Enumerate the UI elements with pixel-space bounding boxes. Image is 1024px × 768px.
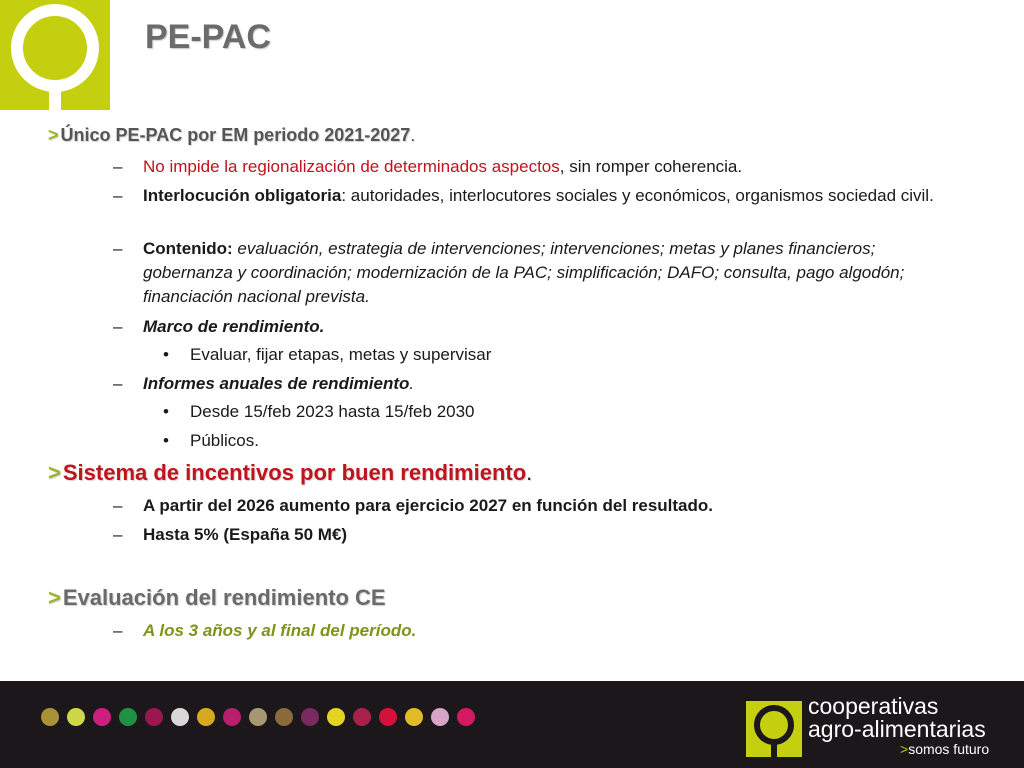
footer-bar (0, 681, 1024, 768)
dash-bullet: – (113, 525, 123, 544)
color-dot (327, 708, 345, 726)
sub-list-item (163, 400, 475, 424)
color-dot (431, 708, 449, 726)
sub-list-item (163, 343, 491, 367)
item-text: A los 3 años y al final del período. (143, 621, 417, 640)
item-end: . (409, 374, 415, 393)
color-dot (353, 708, 371, 726)
bullet-dot: • (163, 402, 169, 421)
dash-bullet: – (113, 317, 123, 336)
list-item (113, 184, 953, 208)
section-heading-text: Evaluación del rendimiento CE (62, 585, 386, 610)
item-text: evaluación, estrategia de intervenciones; intervenciones; metas y planes financieros; gobernanza y coordinación; modernización de la PAC; simplificación; DAFO; consulta, pago algodón; financiación nacional prevista. (143, 239, 905, 306)
list-item (113, 523, 953, 547)
color-dot (41, 708, 59, 726)
bullet-dot: • (163, 431, 169, 450)
list-item (113, 315, 953, 339)
section-heading (48, 585, 386, 611)
color-dot (457, 708, 475, 726)
chevron-right-icon: > (900, 741, 909, 757)
color-dot (145, 708, 163, 726)
chevron-right-icon: > (48, 125, 59, 145)
cooperativas-logo-icon (0, 0, 110, 110)
brand-name (808, 695, 986, 741)
brand-tagline (900, 741, 989, 757)
highlight-text: No impide la regionalización de determinados aspectos (143, 157, 560, 176)
list-item (113, 619, 953, 643)
item-label: Interlocución obligatoria (143, 186, 342, 205)
color-dot (93, 708, 111, 726)
section-heading-text: Único PE-PAC por EM periodo 2021-2027 (60, 125, 411, 145)
dash-bullet: – (113, 157, 123, 176)
dash-bullet: – (113, 186, 123, 205)
tagline-text: somos futuro (908, 741, 990, 757)
color-dot (405, 708, 423, 726)
color-dot (301, 708, 319, 726)
section-heading-end: . (410, 125, 416, 145)
sub-item-text: Evaluar, fijar etapas, metas y supervisar (190, 345, 492, 364)
color-dot (197, 708, 215, 726)
item-label: Informes anuales de rendimiento (143, 374, 410, 393)
list-item (113, 372, 953, 396)
item-text: : autoridades, interlocutores sociales y económicos, organismos sociedad civil. (341, 186, 934, 205)
section-heading-end: . (526, 460, 533, 485)
sub-item-text: Desde 15/feb 2023 hasta 15/feb 2030 (190, 402, 475, 421)
brand-logo-icon (746, 701, 802, 757)
sub-item-text: Públicos. (190, 431, 259, 450)
chevron-right-icon: > (48, 460, 61, 485)
dash-bullet: – (113, 621, 123, 640)
color-dot (249, 708, 267, 726)
sub-list-item (163, 429, 259, 453)
color-dot (119, 708, 137, 726)
dash-bullet: – (113, 496, 123, 515)
section-heading (48, 125, 415, 146)
bullet-dot: • (163, 345, 169, 364)
item-label: Marco de rendimiento. (143, 317, 325, 336)
brand-line-1: cooperativas (808, 693, 939, 719)
color-dots (41, 708, 475, 726)
list-item (113, 155, 953, 179)
item-text: A partir del 2026 aumento para ejercicio 2027 en función del resultado. (143, 496, 714, 515)
section-heading (48, 460, 532, 486)
item-text: Hasta 5% (España 50 M€) (143, 525, 348, 544)
page-title: PE-PAC (145, 18, 271, 56)
section-heading-text: Sistema de incentivos por buen rendimiento (62, 460, 527, 485)
color-dot (379, 708, 397, 726)
color-dot (223, 708, 241, 726)
list-item (113, 237, 953, 309)
color-dot (171, 708, 189, 726)
dash-bullet: – (113, 374, 123, 393)
item-label: Contenido: (143, 239, 233, 258)
brand-line-2: agro-alimentarias (808, 716, 986, 742)
list-item (113, 494, 953, 518)
item-text: , sin romper coherencia. (559, 157, 743, 176)
chevron-right-icon: > (48, 585, 61, 610)
color-dot (67, 708, 85, 726)
dash-bullet: – (113, 239, 123, 258)
color-dot (275, 708, 293, 726)
